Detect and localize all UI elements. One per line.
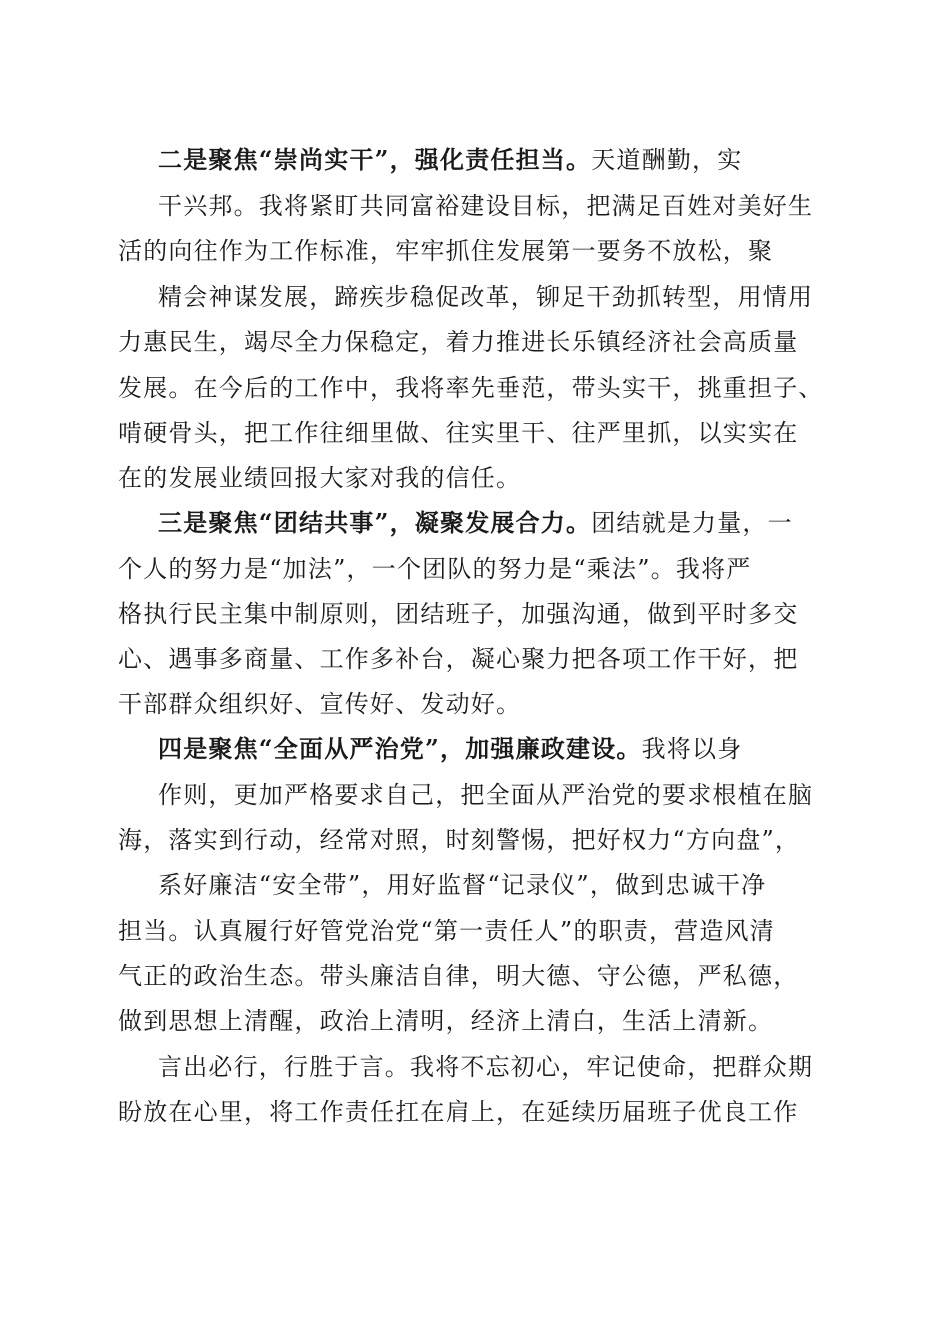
- body-text: 活的向往作为工作标准，牢牢抓住发展第一要务不放松，聚: [118, 237, 774, 265]
- text-line: [118, 553, 751, 585]
- text-line: [118, 462, 521, 494]
- text-line: [118, 688, 521, 720]
- heading-text: 三是聚焦“团结共事”，凝聚发展合力。: [158, 508, 592, 537]
- text-line: [118, 372, 824, 404]
- text-line: [158, 733, 742, 765]
- body-text: 精会神谋发展，蹄疾步稳促改革，铆足干劲抓转型，用情用: [158, 283, 814, 311]
- body-text: 团结就是力量，一: [591, 509, 793, 537]
- text-line: [158, 281, 813, 313]
- body-text: 盼放在心里，将工作责任扛在肩上，在延续历届班子优良工作: [118, 1098, 799, 1126]
- text-line: [158, 507, 793, 539]
- text-line: [118, 1096, 798, 1128]
- body-text: 干部群众组织好、宣传好、发动好。: [118, 690, 522, 718]
- body-text: 发展。在今后的工作中，我将率先垂范，带头实干，挑重担子、: [118, 374, 824, 402]
- body-text: 系好廉洁“安全带”，用好监督“记录仪”，做到忠诚干净: [158, 871, 767, 899]
- text-line: [118, 417, 798, 449]
- body-text: 心、遇事多商量、工作多补台，凝心聚力把各项工作干好，把: [118, 645, 799, 673]
- text-line: [158, 190, 813, 222]
- heading-text: 二是聚焦“崇尚实干”，强化责任担当。: [158, 145, 592, 174]
- body-text: 个人的努力是“加法”，一个团队的努力是“乘法”。我将严: [118, 555, 752, 583]
- body-text: 担当。认真履行好管党治党“第一责任人”的职责，营造风清: [118, 917, 775, 945]
- heading-text: 四是聚焦“全面从严治党”，加强廉政建设。: [158, 734, 642, 763]
- body-text: 天道酬勤，实: [591, 146, 743, 174]
- text-line: [118, 598, 798, 630]
- body-text: 言出必行，行胜于言。我将不忘初心，牢记使命，把群众期: [158, 1053, 814, 1081]
- text-line: [158, 779, 813, 811]
- body-text: 我将以身: [641, 735, 743, 763]
- text-line: [118, 824, 800, 856]
- text-line: [118, 915, 775, 947]
- body-text: 干兴邦。我将紧盯共同富裕建设目标，把满足百姓对美好生: [158, 192, 814, 220]
- body-text: 力惠民生，竭尽全力保稳定，着力推进长乐镇经济社会高质量: [118, 328, 799, 356]
- text-line: [158, 1051, 813, 1083]
- text-line: [118, 235, 773, 267]
- text-line: [158, 869, 766, 901]
- body-text: 作则，更加严格要求自己，把全面从严治党的要求根植在脑: [158, 781, 814, 809]
- text-line: [118, 960, 798, 992]
- body-text: 啃硬骨头，把工作往细里做、往实里干、往严里抓，以实实在: [118, 419, 799, 447]
- text-line: [118, 1005, 773, 1037]
- body-text: 海，落实到行动，经常对照，时刻警惕，把好权力“方向盘”，: [118, 826, 801, 854]
- body-text: 在的发展业绩回报大家对我的信任。: [118, 464, 522, 492]
- text-line: [118, 643, 798, 675]
- body-text: 气正的政治生态。带头廉洁自律，明大德、守公德，严私德，: [118, 962, 799, 990]
- text-line: [118, 326, 798, 358]
- body-text: 格执行民主集中制原则，团结班子，加强沟通，做到平时多交: [118, 600, 799, 628]
- body-text: 做到思想上清醒，政治上清明，经济上清白，生活上清新。: [118, 1007, 774, 1035]
- text-line: [158, 144, 742, 176]
